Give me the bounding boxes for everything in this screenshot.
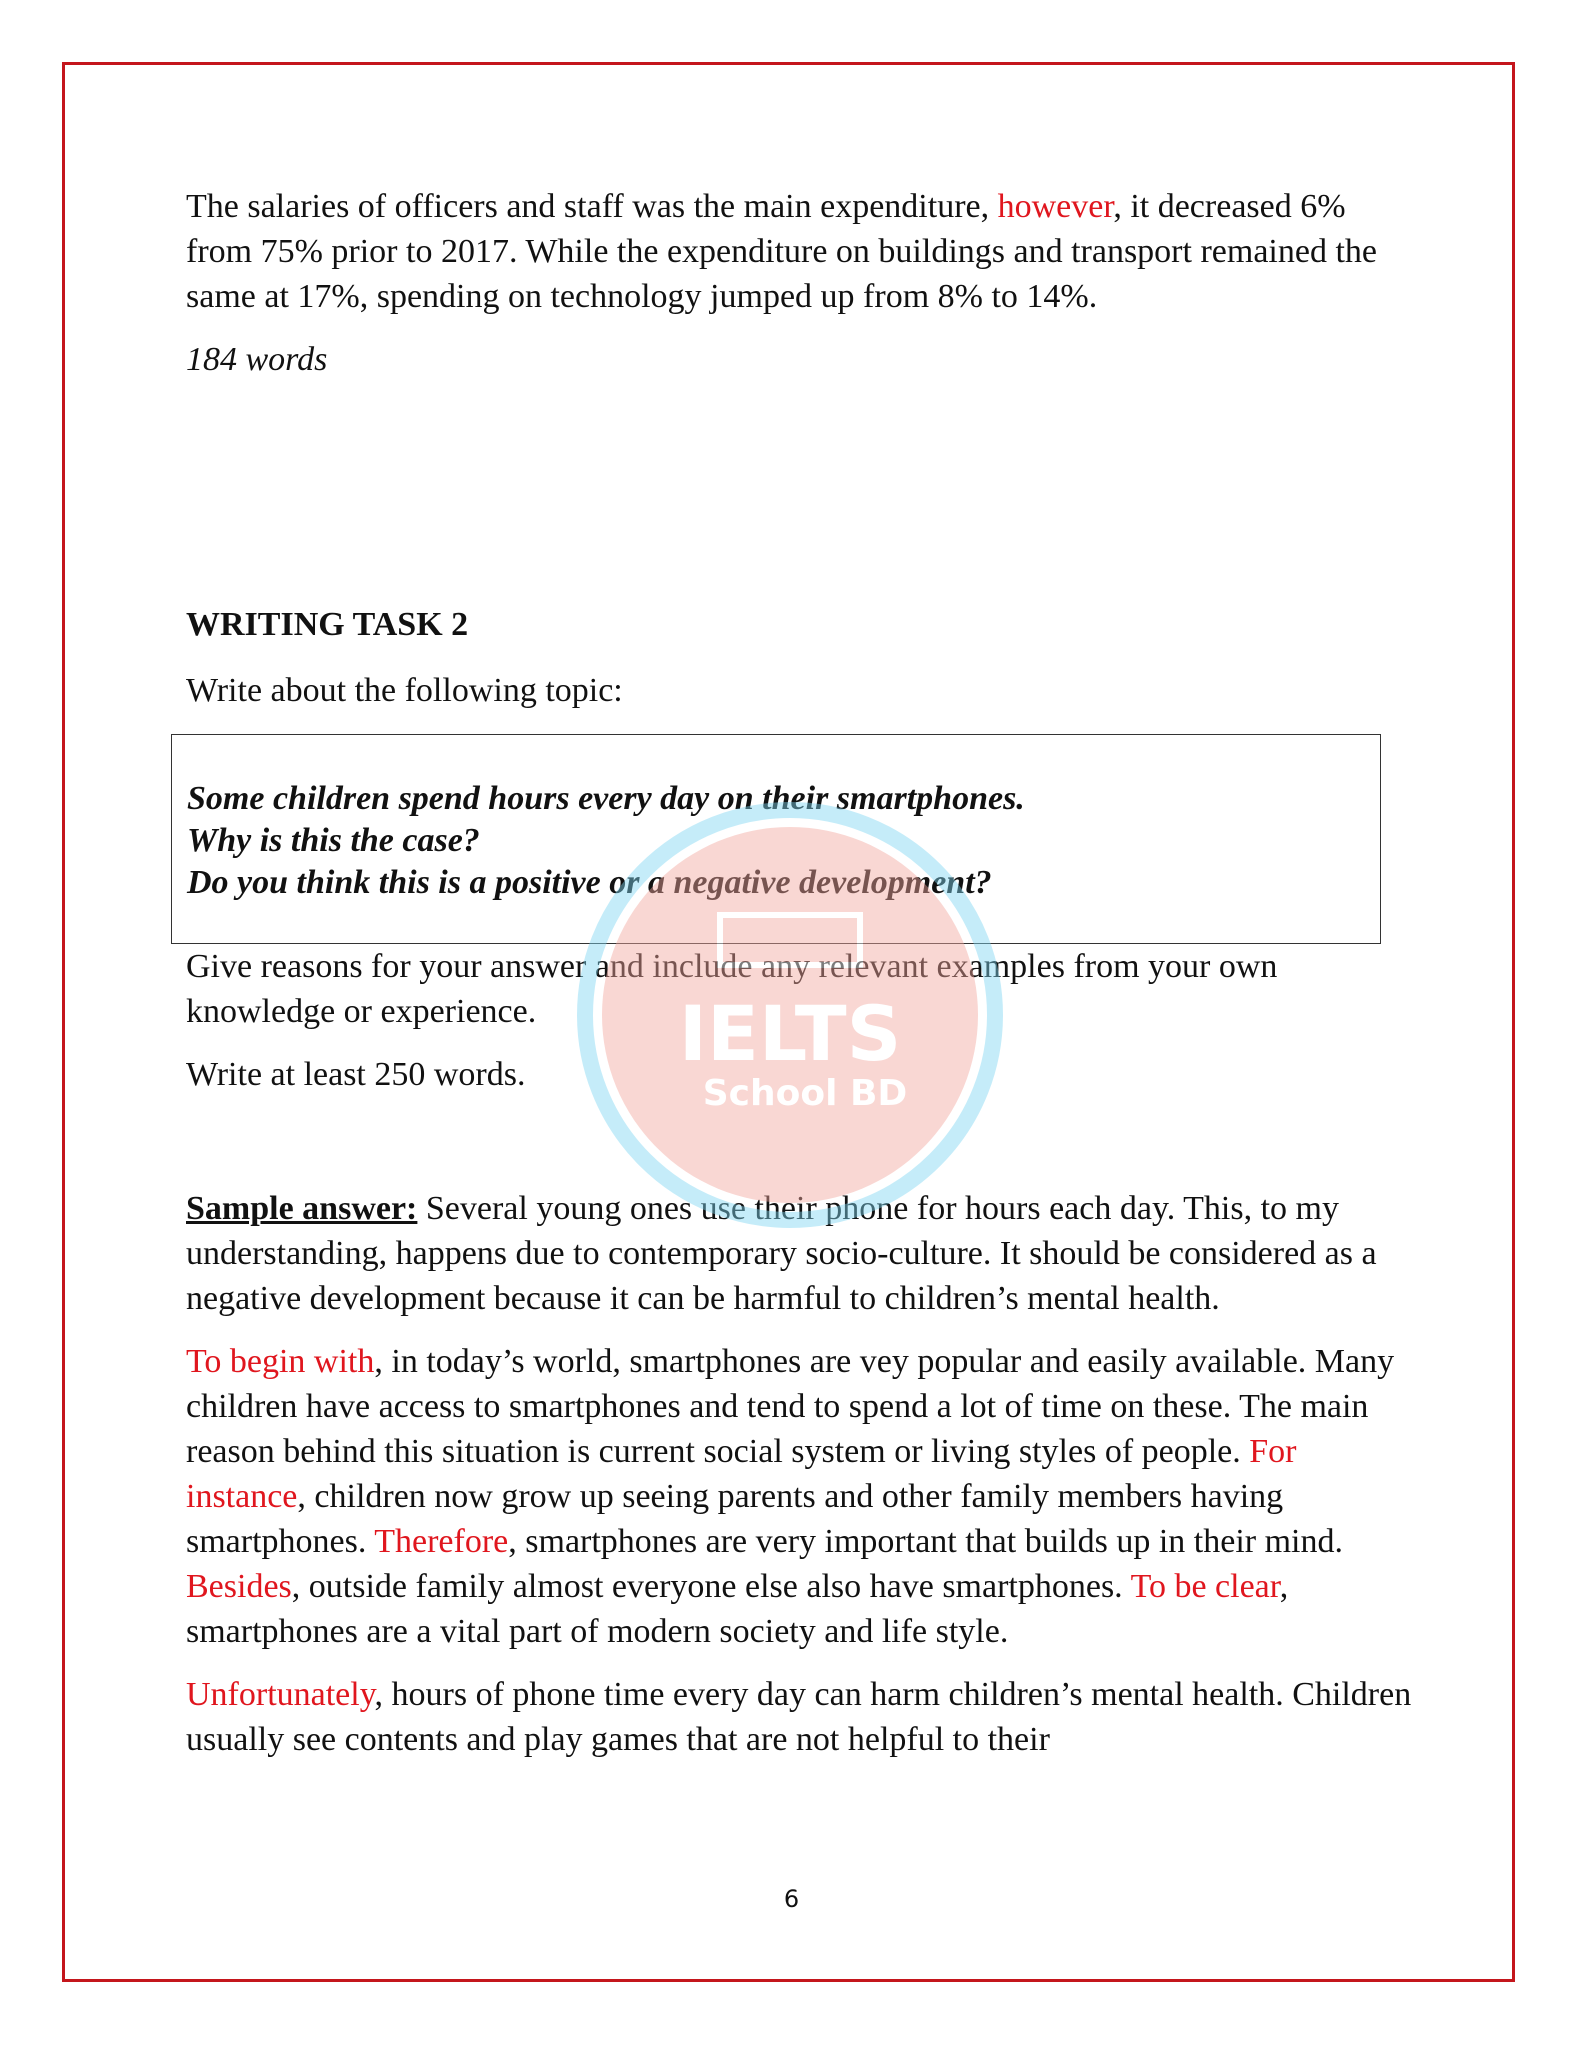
min-words-text: Write at least 250 words. <box>186 1056 526 1093</box>
paragraph-expenditure <box>186 184 1416 382</box>
task-instructions <box>186 944 1416 1097</box>
transition-word: Besides <box>186 1568 292 1605</box>
sample-paragraph-2: To begin with, in today’s world, smartphones are vey popular and easily available. Many children have access to smartphones and tend to spend a lot of time on these. The main reason behind this situation is current social system or living styles of people. For instance, children now grow up seeing parents and other family members having smartphones. Therefore, smartphones are very important that builds up in their mind. Besides, outside family almost everyone else also have smartphones. To be clear, smartphones are a vital part of modern society and life style. <box>186 1343 1395 1650</box>
sample-label: Sample answer: <box>186 1190 418 1227</box>
task-intro: Write about the following topic: <box>186 672 623 709</box>
topic-question <box>187 778 1025 904</box>
topic-line: Some children spend hours every day on their smartphones. <box>187 780 1025 817</box>
transition-word: For instance <box>186 1433 1297 1515</box>
topic-line: Why is this the case? <box>187 822 480 859</box>
transition-word: however <box>997 188 1114 225</box>
page-number: 6 <box>783 1885 800 1913</box>
sample-answer <box>186 1186 1416 1762</box>
transition-word: Unfortunately <box>186 1676 375 1713</box>
topic-box <box>171 734 1381 944</box>
transition-word: To be clear <box>1130 1568 1280 1605</box>
watermark-subtitle: School BD <box>702 1073 908 1114</box>
word-count: 184 words <box>186 341 328 378</box>
task-heading: WRITING TASK 2 <box>186 606 469 643</box>
sample-paragraph-3: Unfortunately, hours of phone time every day can harm children’s mental health. Children usually see contents and play games that are not helpful to their <box>186 1676 1412 1758</box>
transition-word: To begin with <box>186 1343 375 1380</box>
topic-line: Do you think this is a positive or a negative development? <box>187 864 992 901</box>
sample-intro: Sample answer: Several young ones use their phone for hours each day. This, to my understanding, happens due to contemporary socio-culture. It should be considered as a negative development because it can be harmful to children’s mental health. <box>186 1190 1377 1317</box>
transition-word: Therefore <box>374 1523 509 1560</box>
instruction-text: Give reasons for your answer and include any relevant examples from your own knowledge or experience. <box>186 948 1278 1030</box>
watermark-title: IELTS <box>678 989 902 1078</box>
expenditure-text: The salaries of officers and staff was the main expenditure, however, it decreased 6% from 75% prior to 2017. While the expenditure on buildings and transport remained the same at 17%, spending on technology jumped up from 8% to 14%. <box>186 188 1377 315</box>
